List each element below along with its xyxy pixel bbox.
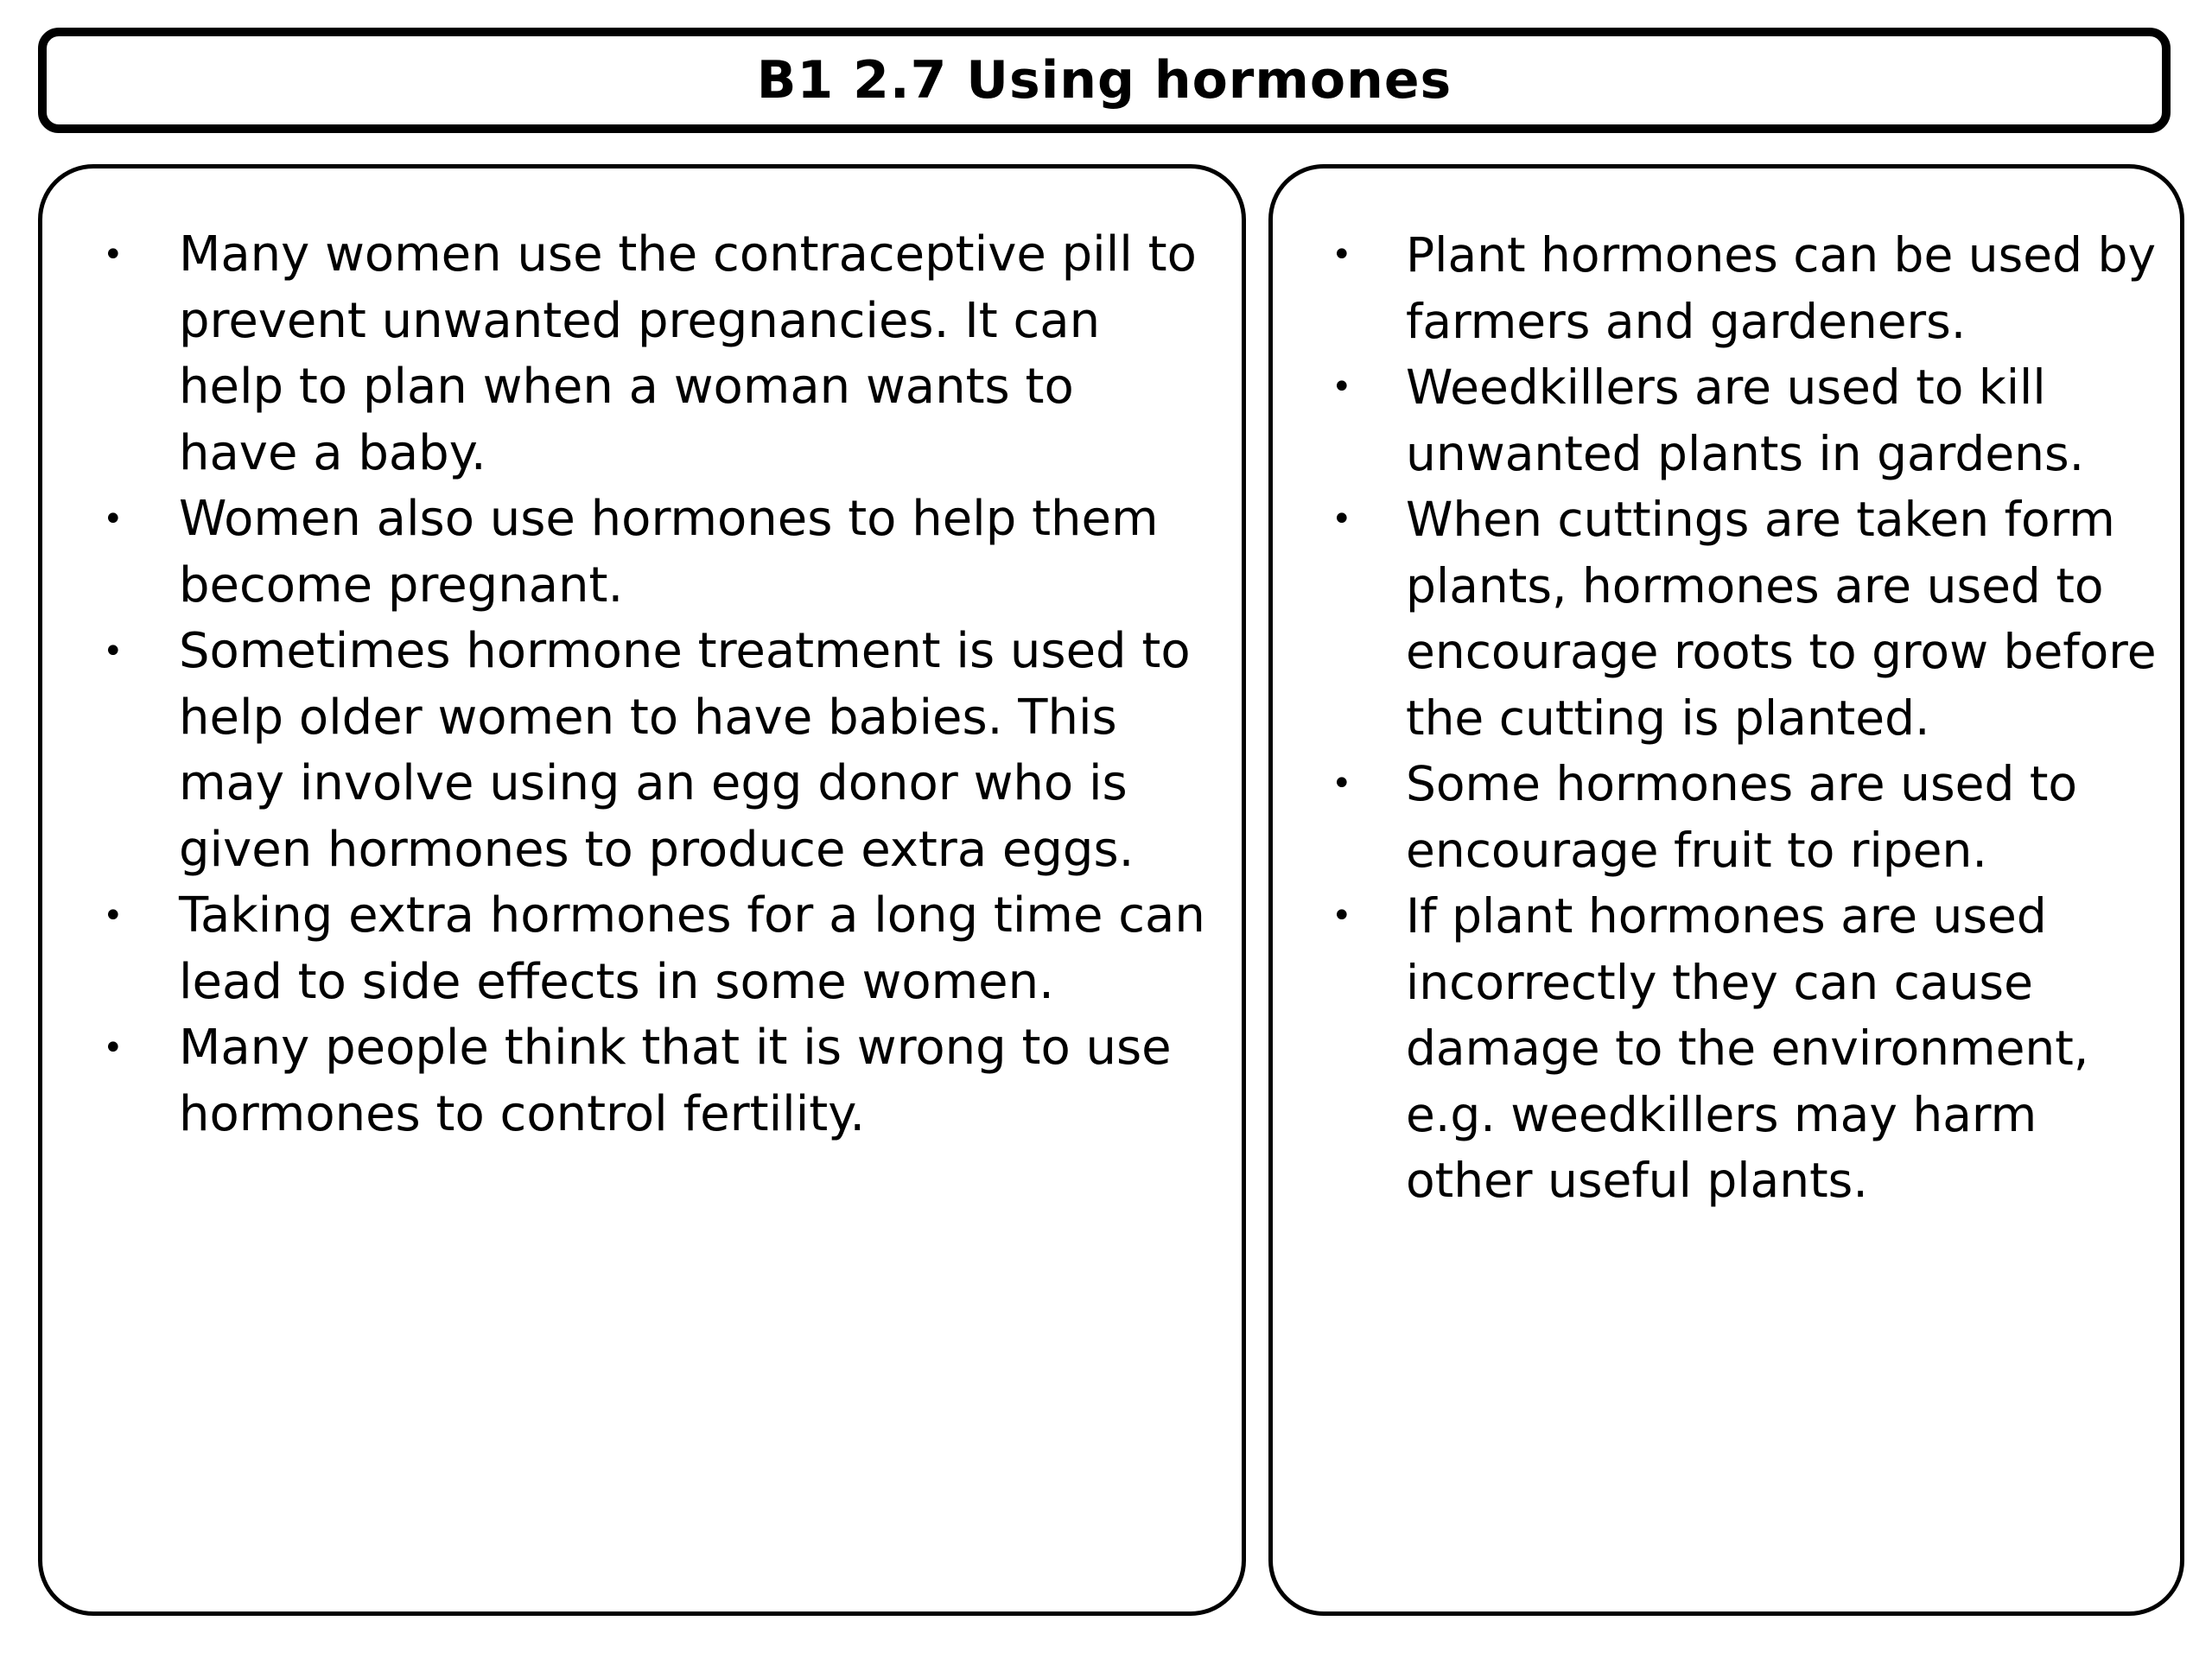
list-item — [1323, 751, 2163, 883]
list-item-text: Plant hormones can be used by farmers and gardeners. — [1406, 227, 2156, 349]
list-item — [1323, 354, 2163, 486]
list-item — [94, 883, 1207, 1015]
bullet-icon: • — [1332, 235, 1352, 275]
bullet-icon: • — [1332, 896, 1352, 936]
bullet-icon: • — [1332, 764, 1352, 804]
list-item-text: Women also use hormones to help them become pregnant. — [179, 491, 1159, 613]
list-item-text: Some hormones are used to encourage fruit to ripen. — [1406, 756, 2078, 878]
list-item-text: Many people think that it is wrong to use hormones to control fertility. — [179, 1020, 1172, 1142]
list-item — [1323, 883, 2163, 1214]
list-item — [94, 619, 1207, 883]
list-item — [94, 486, 1207, 619]
bullet-icon: • — [103, 499, 124, 539]
bullet-icon: • — [103, 235, 124, 275]
page-title: B1 2.7 Using hormones — [756, 50, 1452, 111]
list-item-text: Taking extra hormones for a long time can lead to side effects in some women. — [179, 887, 1205, 1010]
list-item-text: If plant hormones are used incorrectly they can cause damage to the environment, e.g. weedkillers may harm other useful plants. — [1406, 888, 2089, 1208]
bullet-icon: • — [103, 1028, 124, 1068]
bullet-icon: • — [1332, 499, 1352, 539]
list-item — [1323, 222, 2163, 354]
bullet-icon: • — [103, 896, 124, 936]
right-panel — [1268, 164, 2184, 1616]
list-item-text: When cuttings are taken form plants, hormones are used to encourage roots to grow before the cutting is planted. — [1406, 492, 2157, 746]
list-item — [94, 1015, 1207, 1147]
bullet-icon: • — [1332, 367, 1352, 407]
bullet-icon: • — [103, 632, 124, 671]
list-item-text: Weedkillers are used to kill unwanted plants in gardens. — [1406, 359, 2085, 481]
list-item-text: Sometimes hormone treatment is used to help older women to have babies. This may involve using an egg donor who is given hormones to produce extra eggs. — [179, 623, 1191, 878]
left-bullet-list — [94, 222, 1207, 1147]
right-bullet-list — [1323, 222, 2163, 1214]
list-item — [94, 222, 1207, 486]
list-item — [1323, 486, 2163, 751]
title-box — [38, 28, 2171, 133]
list-item-text: Many women use the contraceptive pill to prevent unwanted pregnancies. It can help to plan when a woman wants to have a baby. — [179, 226, 1197, 481]
left-panel — [38, 164, 1246, 1616]
